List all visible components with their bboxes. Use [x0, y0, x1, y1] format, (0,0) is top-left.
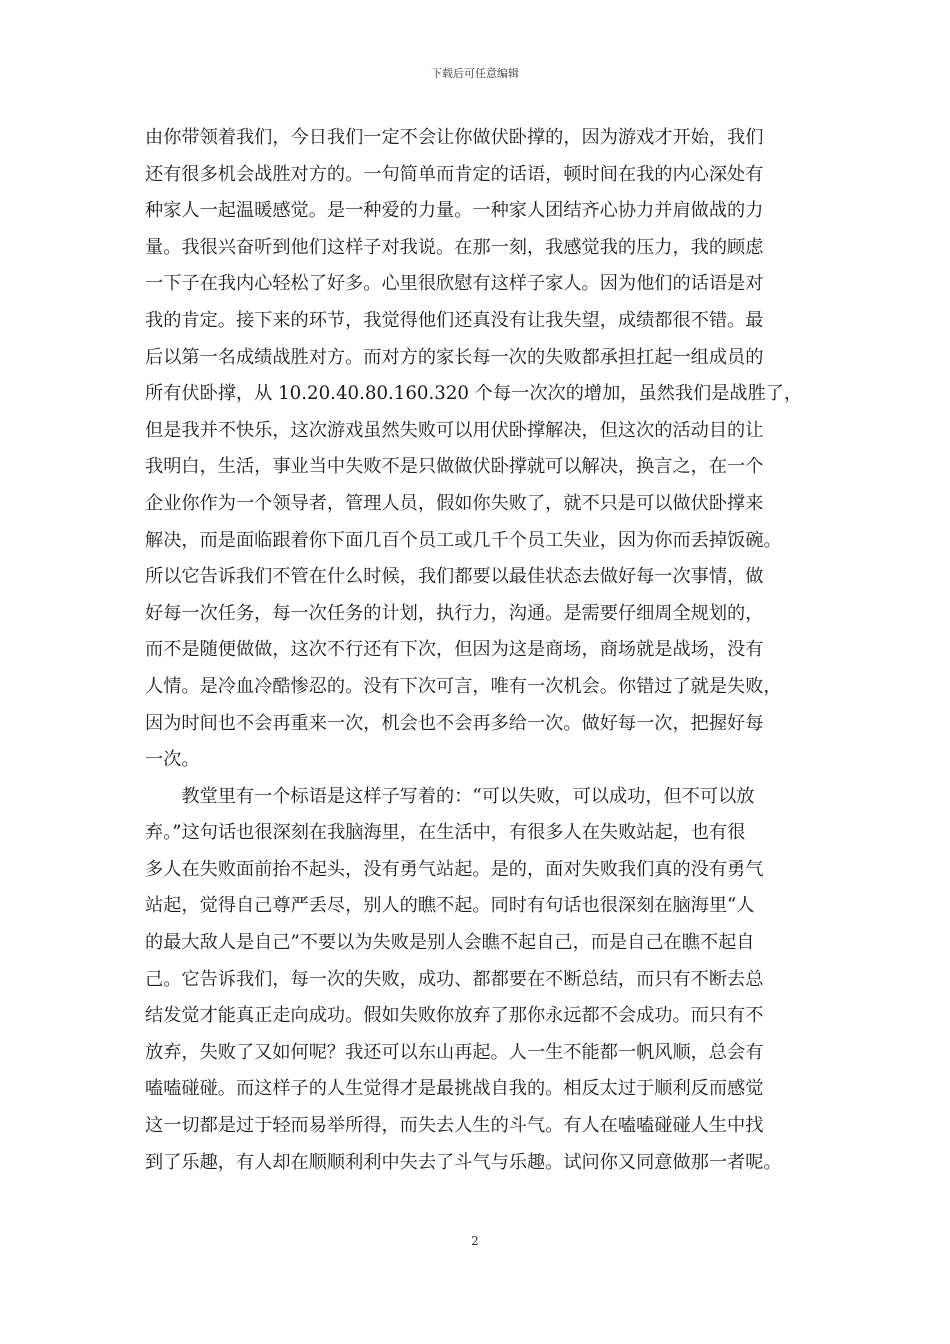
text-line: 解决，而是面临跟着你下面几百个员工或几千个员工失业，因为你而丢掉饭碗。: [145, 529, 782, 551]
page-header: 下载后可任意编辑: [431, 67, 519, 80]
text-line: 弃。”这句话也很深刻在我脑海里，在生活中，有很多人在失败站起，也有很: [145, 822, 746, 844]
page-number: 2: [471, 1234, 479, 1248]
text-line: 这一切都是过于轻而易举所得，而失去人生的斗气。有人在嗑嗑碰碰人生中找: [145, 1115, 764, 1137]
text-line: 后以第一名成绩战胜对方。而对方的家长每一次的失败都承担扛起一组成员的: [145, 346, 764, 368]
text-line: 但是我并不快乐，这次游戏虽然失败可以用伏卧撑解决，但这次的活动目的让: [145, 419, 764, 441]
text-line: 而不是随便做做，这次不行还有下次，但因为这是商场，商场就是战场，没有: [145, 639, 764, 661]
text-line: 放弃，失败了又如何呢？我还可以东山再起。人一生不能都一帆风顺，总会有: [145, 1041, 764, 1063]
text-line: 多人在失败面前抬不起头，没有勇气站起。是的，面对失败我们真的没有勇气: [145, 858, 764, 880]
text-line: 人情。是冷血冷酷惨忍的。没有下次可言，唯有一次机会。你错过了就是失败，: [145, 675, 782, 697]
text-line: 所以它告诉我们不管在什么时候，我们都要以最佳状态去做好每一次事情，做: [145, 566, 764, 588]
text-line: 所有伏卧撑，从 10.20.40.80.160.320 个每一次次的增加，虽然我们是战胜了，: [145, 383, 803, 405]
text-line: 好每一次任务，每一次任务的计划，执行力，沟通。是需要仔细周全规划的，: [145, 602, 764, 624]
text-line: 一下子在我内心轻松了好多。心里很欣慰有这样子家人。因为他们的话语是对: [145, 273, 764, 295]
text-line: 由你带领着我们，今日我们一定不会让你做伏卧撑的，因为游戏才开始，我们: [145, 127, 764, 148]
text-line: 到了乐趣，有人却在顺顺利利中失去了斗气与乐趣。试问你又同意做那一者呢。: [145, 1151, 782, 1173]
text-line: 企业你作为一个领导者，管理人员，假如你失败了，就不只是可以做伏卧撑来: [145, 492, 764, 514]
text-line: 我明白，生活，事业当中失败不是只做做伏卧撑就可以解决，换言之，在一个: [145, 456, 764, 478]
text-line: 的最大敌人是自己”不要以为失败是别人会瞧不起自己，而是自己在瞧不起自: [145, 932, 755, 954]
text-line: 种家人一起温暖感觉。是一种爱的力量。一种家人团结齐心协力并肩做战的力: [145, 200, 764, 222]
text-line: 站起，觉得自己尊严丢尽，别人的瞧不起。同时有句话也很深刻在脑海里“人: [145, 895, 755, 917]
text-line: 还有很多机会战胜对方的。一句简单而肯定的话语，顿时间在我的内心深处有: [145, 163, 764, 185]
text-line: 结发觉才能真正走向成功。假如失败你放弃了那你永远都不会成功。而只有不: [145, 1005, 764, 1027]
text-line: 因为时间也不会再重来一次，机会也不会再多给一次。做好每一次，把握好每: [145, 712, 764, 734]
text-line: 我的肯定。接下来的环节，我觉得他们还真没有让我失望，成绩都很不错。最: [145, 309, 764, 331]
text-line: 己。它告诉我们，每一次的失败，成功、都都要在不断总结，而只有不断去总: [145, 968, 764, 990]
text-line: 教堂里有一个标语是这样子写着的：“可以失败，可以成功，但不可以放: [145, 785, 755, 807]
text-line: 嗑嗑碰碰。而这样子的人生觉得才是最挑战自我的。相反太过于顺利反而感觉: [145, 1078, 764, 1100]
body-text: [145, 120, 813, 1181]
text-line: 量。我很兴奋听到他们这样子对我说。在那一刻，我感觉我的压力，我的顾虑: [145, 236, 764, 258]
text-line: 一次。: [145, 749, 200, 771]
